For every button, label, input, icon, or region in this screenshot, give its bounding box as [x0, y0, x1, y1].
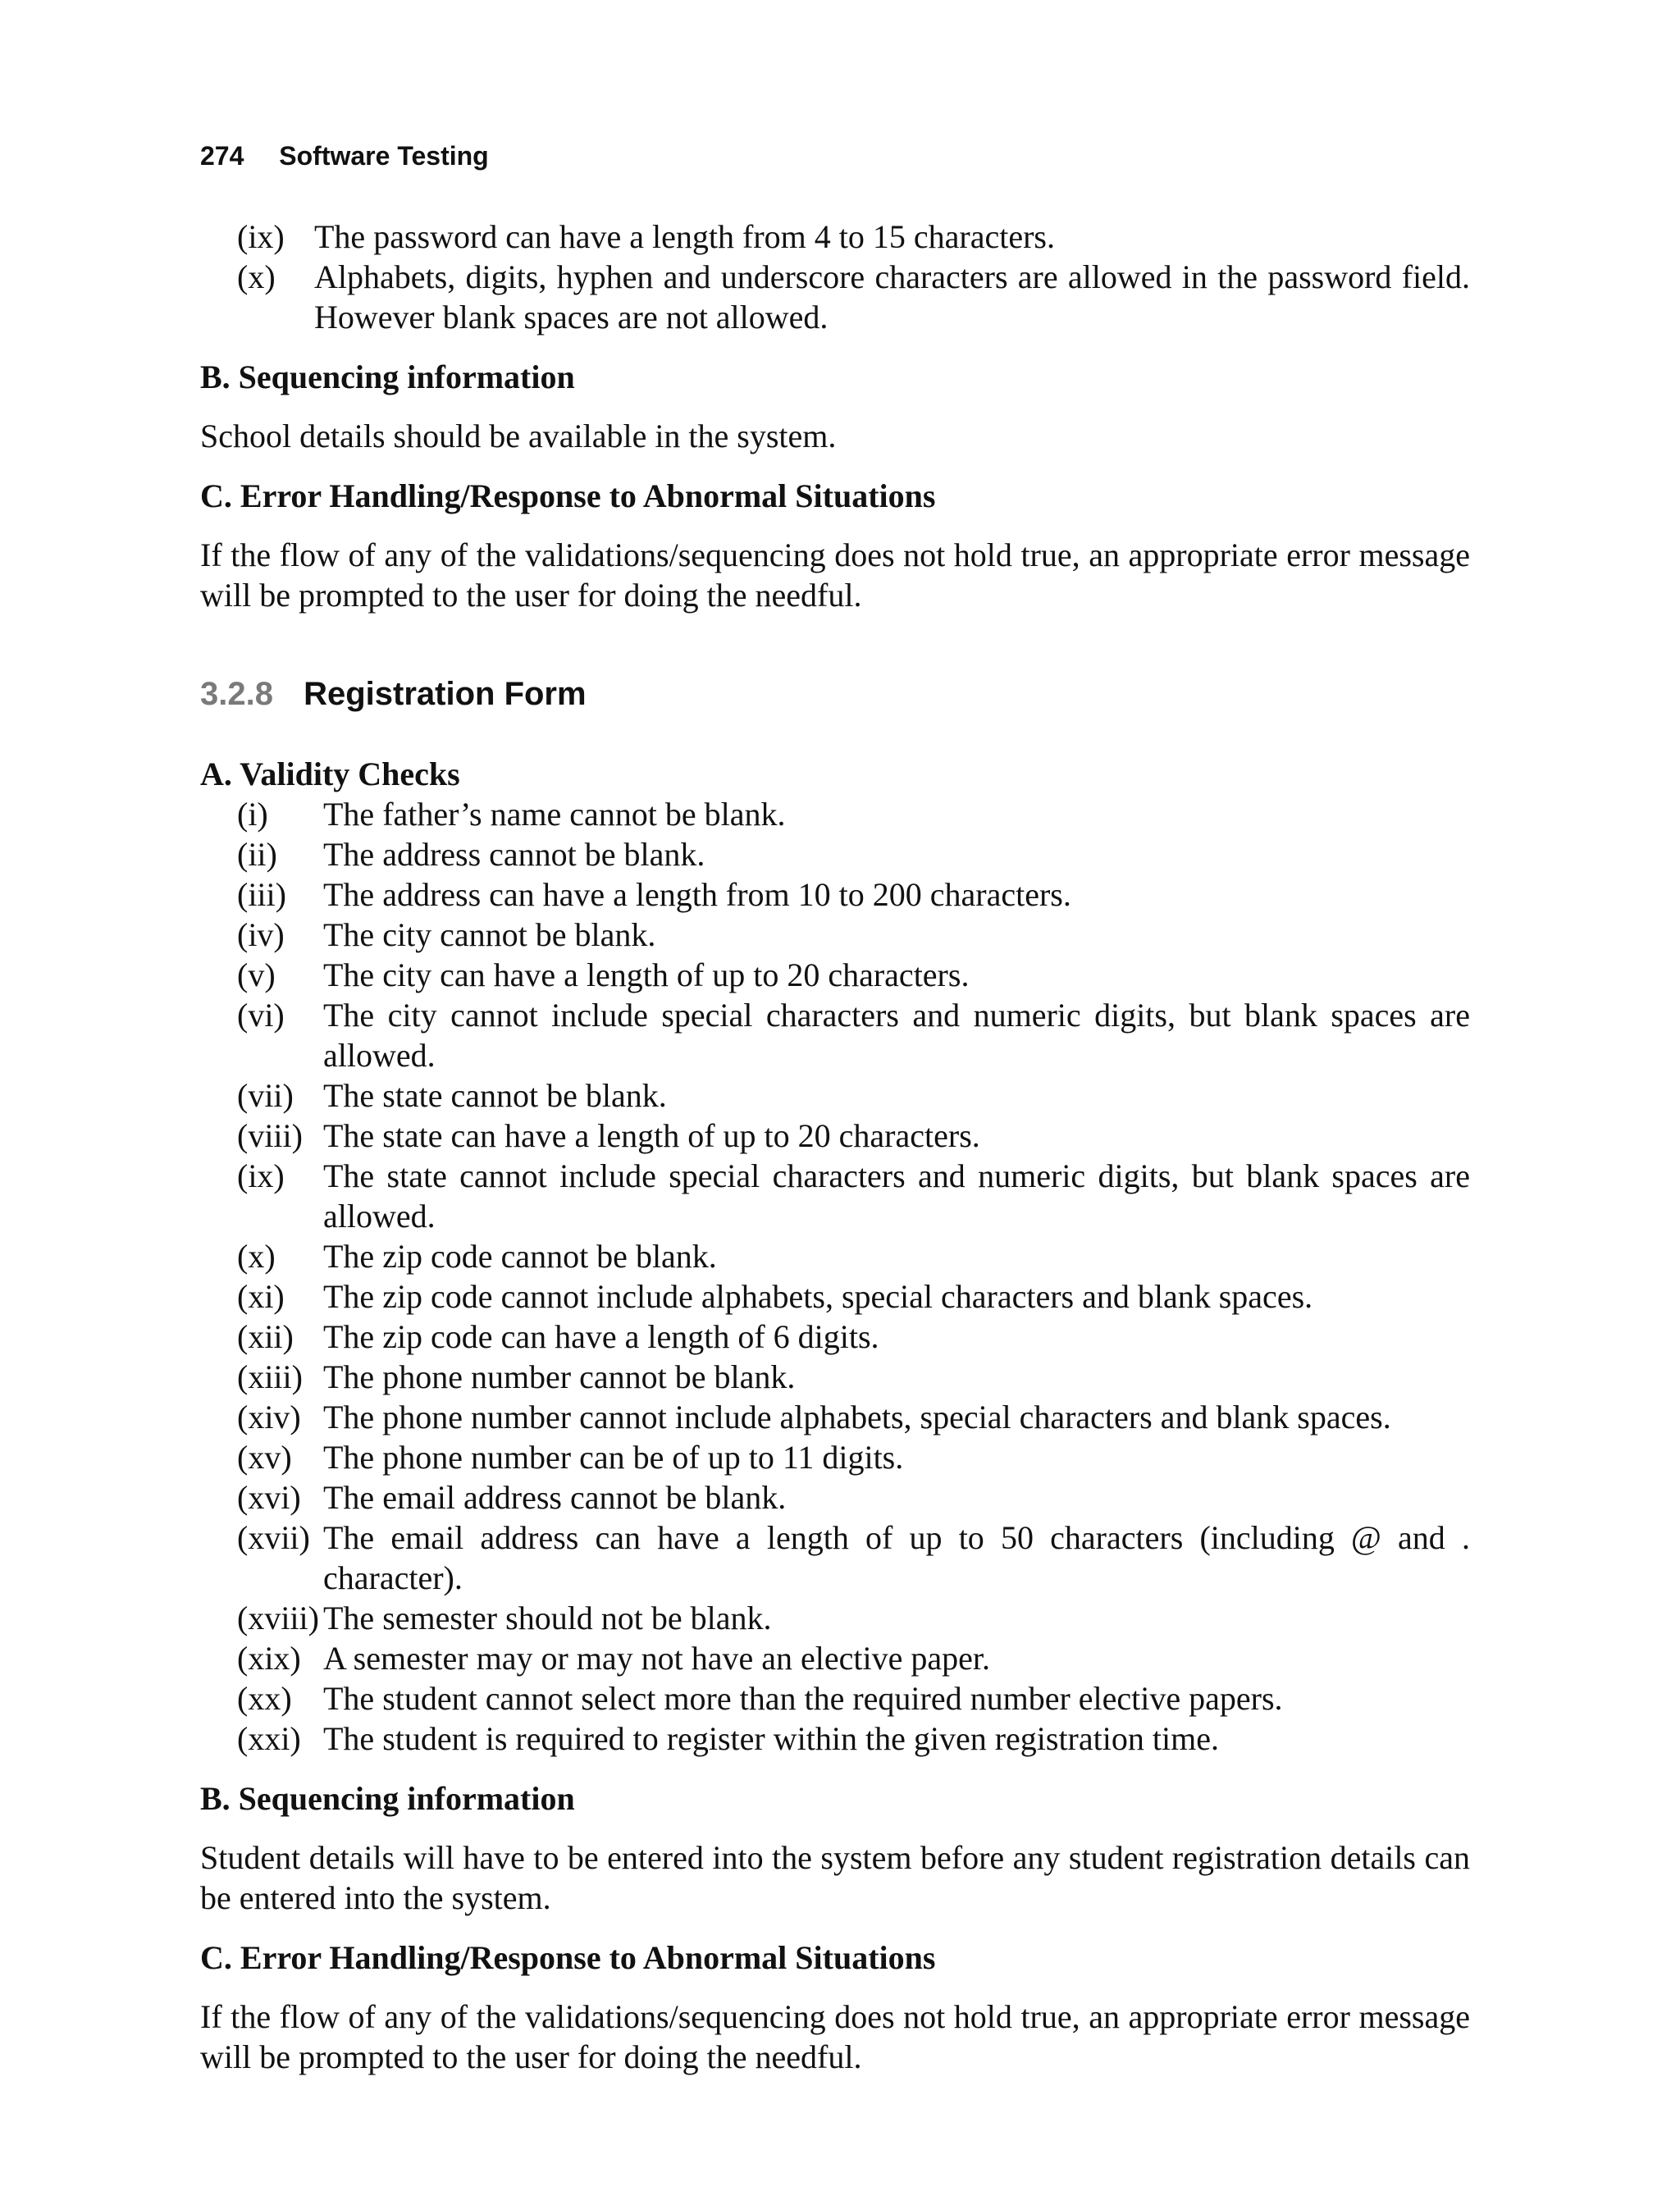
validity-heading: A. Validity Checks	[200, 755, 460, 792]
item-number: (ii)	[237, 836, 277, 873]
item-number: (xiv)	[237, 1399, 301, 1435]
item-number: (vi)	[237, 997, 285, 1034]
item-number: (xvii)	[237, 1519, 310, 1556]
item-text: The state can have a length of up to 20 characters.	[323, 1117, 980, 1154]
item-text: The zip code cannot include alphabets, special characters and blank spaces.	[323, 1278, 1313, 1315]
item-number: (xii)	[237, 1318, 294, 1355]
error-handling-heading: C. Error Handling/Response to Abnormal Situations	[200, 1939, 936, 1976]
prev-error-text: If the flow of any of the validations/sequencing does not hold true, an appropriate error message will be prompted to the user for doing the needful.	[200, 536, 1470, 614]
list-item	[200, 1437, 1470, 1477]
running-head	[200, 139, 1470, 172]
list-item	[200, 1518, 1470, 1598]
list-item	[200, 1156, 1470, 1236]
item-text: Alphabets, digits, hyphen and underscore characters are allowed in the password field. However blank spaces are not allowed.	[314, 258, 1470, 335]
list-item	[200, 955, 1470, 995]
item-text: The city cannot include special characters and numeric digits, but blank spaces are allowed.	[323, 997, 1470, 1074]
item-text: The address can have a length from 10 to 200 characters.	[323, 876, 1071, 913]
item-number: (vii)	[237, 1077, 294, 1114]
item-text: The state cannot be blank.	[323, 1077, 667, 1114]
item-text: The email address can have a length of up to 50 characters (including @ and . character).	[323, 1519, 1470, 1596]
book-title: Software Testing	[279, 141, 489, 171]
previous-validity-list	[200, 217, 1470, 337]
item-number: (xvi)	[237, 1479, 301, 1516]
prev-sequencing-text: School details should be available in the system.	[200, 418, 837, 454]
item-number: (v)	[237, 956, 276, 993]
list-item	[200, 1397, 1470, 1437]
list-item	[200, 1357, 1470, 1397]
list-item	[200, 874, 1470, 915]
validity-list	[200, 794, 1470, 1759]
item-text: The address cannot be blank.	[323, 836, 705, 873]
item-text: A semester may or may not have an elective paper.	[323, 1640, 991, 1677]
item-number: (xi)	[237, 1278, 285, 1315]
list-item	[200, 1276, 1470, 1317]
list-item	[200, 915, 1470, 955]
item-number: (iii)	[237, 876, 286, 913]
list-item	[200, 1477, 1470, 1518]
sequencing-text: Student details will have to be entered into the system before any student registration details can be entered into the system.	[200, 1839, 1470, 1916]
item-number: (xxi)	[237, 1720, 301, 1757]
item-number: (xiii)	[237, 1358, 303, 1395]
section-number: 3.2.8	[200, 676, 273, 712]
error-handling-text: If the flow of any of the validations/sequencing does not hold true, an appropriate error message will be prompted to the user for doing the needful.	[200, 1998, 1470, 2075]
item-number: (viii)	[237, 1117, 303, 1154]
list-item	[200, 834, 1470, 874]
item-text: The phone number cannot include alphabets, special characters and blank spaces.	[323, 1399, 1391, 1435]
list-item	[200, 1317, 1470, 1357]
item-text: The state cannot include special characters and numeric digits, but blank spaces are allowed.	[323, 1157, 1470, 1235]
list-item	[200, 1718, 1470, 1759]
item-number: (iv)	[237, 916, 285, 953]
item-text: The student is required to register within the given registration time.	[323, 1720, 1219, 1757]
prev-sequencing-heading: B. Sequencing information	[200, 358, 575, 395]
item-text: The password can have a length from 4 to 15 characters.	[314, 218, 1055, 255]
item-number: (ix)	[237, 218, 285, 255]
item-text: The father’s name cannot be blank.	[323, 796, 786, 833]
page-number: 274	[200, 141, 244, 171]
list-item	[200, 794, 1470, 834]
item-number: (xv)	[237, 1439, 292, 1476]
item-text: The city cannot be blank.	[323, 916, 656, 953]
item-text: The phone number cannot be blank.	[323, 1358, 796, 1395]
item-text: The phone number can be of up to 11 digits.	[323, 1439, 904, 1476]
list-item	[200, 1678, 1470, 1718]
book-page	[200, 139, 1470, 2077]
list-item	[200, 1075, 1470, 1116]
item-number: (xviii)	[237, 1600, 319, 1636]
item-text: The student cannot select more than the required number elective papers.	[323, 1680, 1283, 1717]
list-item	[200, 995, 1470, 1075]
item-number: (ix)	[237, 1157, 285, 1194]
item-text: The semester should not be blank.	[323, 1600, 772, 1636]
item-number: (x)	[237, 258, 276, 295]
list-item	[200, 217, 1470, 257]
list-item	[200, 1236, 1470, 1276]
list-item	[200, 257, 1470, 337]
sequencing-heading: B. Sequencing information	[200, 1780, 575, 1817]
item-text: The zip code can have a length of 6 digits.	[323, 1318, 879, 1355]
item-number: (xx)	[237, 1680, 292, 1717]
item-text: The zip code cannot be blank.	[323, 1238, 717, 1275]
list-item	[200, 1116, 1470, 1156]
item-number: (xix)	[237, 1640, 301, 1677]
item-number: (i)	[237, 796, 268, 833]
item-text: The city can have a length of up to 20 characters.	[323, 956, 970, 993]
prev-error-heading: C. Error Handling/Response to Abnormal Situations	[200, 477, 936, 514]
list-item	[200, 1598, 1470, 1638]
item-number: (x)	[237, 1238, 276, 1275]
section-heading	[200, 674, 1470, 714]
section-title: Registration Form	[304, 676, 587, 712]
list-item	[200, 1638, 1470, 1678]
item-text: The email address cannot be blank.	[323, 1479, 787, 1516]
